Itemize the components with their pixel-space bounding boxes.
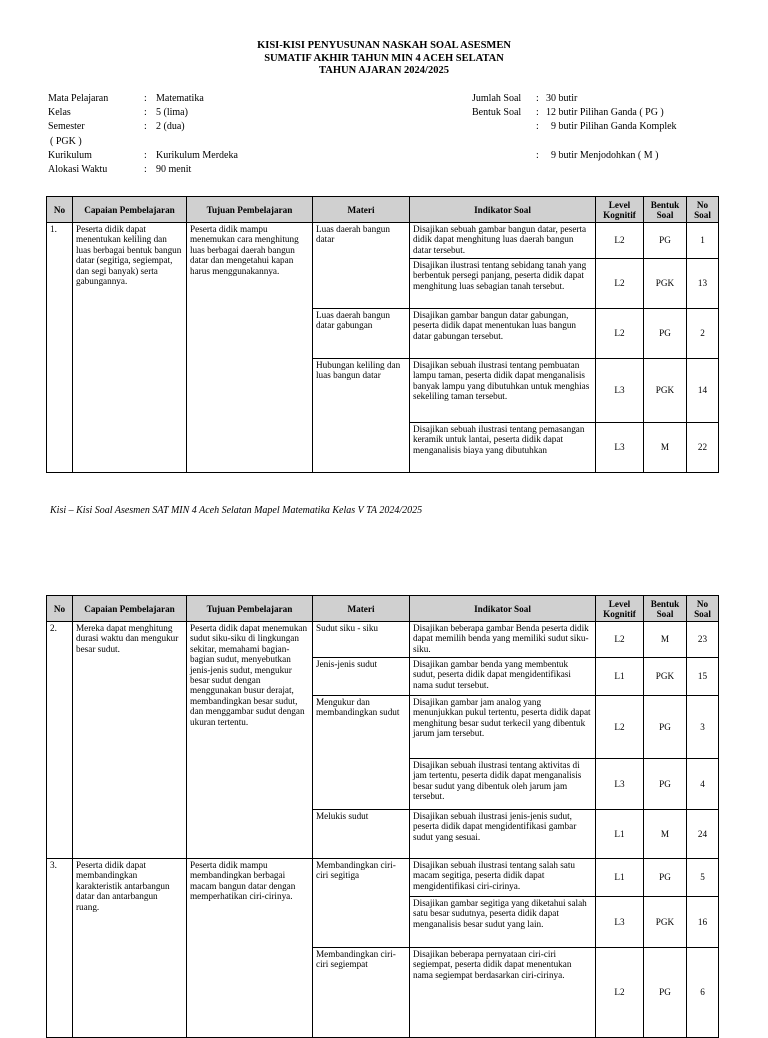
cell-indikator: Disajikan sebuah ilustrasi jenis-jenis sudut, peserta didik dapat mengidentifikasi gambar sudut yang sesuai. bbox=[410, 810, 596, 859]
meta-sep bbox=[536, 135, 546, 149]
cell-level: L1 bbox=[596, 859, 644, 897]
cell-bentuk: M bbox=[644, 810, 687, 859]
cell-indikator: Disajikan gambar segitiga yang diketahui salah satu besar sudutnya, peserta didik dapat menganalisis besar sudut yang lain. bbox=[410, 897, 596, 948]
cell-bentuk: PG bbox=[644, 309, 687, 359]
meta-label: Bentuk Soal bbox=[472, 107, 522, 119]
cell-no-soal: 22 bbox=[687, 423, 719, 473]
header-bentuk: Bentuk Soal bbox=[644, 596, 687, 622]
cell-level: L3 bbox=[596, 759, 644, 810]
meta-sep: : bbox=[536, 93, 539, 104]
cell-indikator: Disajikan ilustrasi tentang sebidang tanah yang berbentuk persegi panjang, peserta didik dapat menghitung luas sebagian tanah tersebut. bbox=[410, 259, 596, 309]
cell-materi: Jenis-jenis sudut bbox=[313, 658, 410, 696]
meta-row bbox=[472, 106, 732, 120]
header-bentuk: Bentuk Soal bbox=[644, 197, 687, 223]
cell-indikator: Disajikan sebuah ilustrasi tentang pemasangan keramik untuk lantai, peserta didik dapat menganalisis biaya yang dibutuhkan bbox=[410, 423, 596, 473]
meta-label: Alokasi Waktu bbox=[48, 164, 108, 176]
meta-sep: : bbox=[144, 149, 147, 161]
cell-level: L3 bbox=[596, 897, 644, 948]
cell-no-soal: 15 bbox=[687, 658, 719, 696]
cell-no-soal: 23 bbox=[687, 622, 719, 658]
cell-materi: Luas daerah bangun datar gabungan bbox=[313, 309, 410, 359]
cell-bentuk: PGK bbox=[644, 259, 687, 309]
cell-no-soal: 24 bbox=[687, 810, 719, 859]
meta-sep bbox=[146, 135, 158, 149]
cell-indikator: Disajikan sebuah ilustrasi tentang salah satu macam segitiga, peserta didik dapat mengidentifikasi ciri-cirinya. bbox=[410, 859, 596, 897]
header-indikator: Indikator Soal bbox=[410, 596, 596, 622]
cell-materi: Hubungan keliling dan luas bangun datar bbox=[313, 359, 410, 473]
cell-no-soal: 4 bbox=[687, 759, 719, 810]
meta-value: 9 butir Menjodohkan ( M ) bbox=[546, 149, 659, 161]
meta-row bbox=[48, 106, 378, 120]
cell-bentuk: PGK bbox=[644, 897, 687, 948]
meta-value: 2 (dua) bbox=[156, 121, 185, 133]
cell-bentuk: PGK bbox=[644, 658, 687, 696]
meta-label: ( PGK ) bbox=[50, 135, 82, 147]
meta-sep: : bbox=[144, 93, 147, 104]
header-indikator: Indikator Soal bbox=[410, 197, 596, 223]
cell-level: L3 bbox=[596, 359, 644, 423]
meta-label: Kelas bbox=[48, 107, 71, 119]
cell-no-soal: 16 bbox=[687, 897, 719, 948]
cell-materi: Membandingkan ciri-ciri segitiga bbox=[313, 859, 410, 948]
cell-no-soal: 1 bbox=[687, 223, 719, 259]
table-row bbox=[47, 859, 719, 897]
meta-sep: : bbox=[536, 121, 539, 133]
cell-materi: Membandingkan ciri-ciri segiempat bbox=[313, 948, 410, 1038]
header-no-soal: No Soal bbox=[687, 197, 719, 223]
cell-level: L2 bbox=[596, 948, 644, 1038]
cell-indikator: Disajikan beberapa pernyataan ciri-ciri segiempat, peserta didik dapat menentukan nama segiempat berdasarkan ciri-cirinya. bbox=[410, 948, 596, 1038]
meta-value: 12 butir Pilihan Ganda ( PG ) bbox=[546, 107, 664, 119]
meta-sep: : bbox=[144, 121, 147, 133]
meta-label: Mata Pelajaran bbox=[48, 93, 109, 104]
cell-bentuk: PG bbox=[644, 696, 687, 759]
meta-sep: : bbox=[144, 164, 147, 176]
meta-row bbox=[472, 149, 732, 163]
cell-materi: Sudut siku - siku bbox=[313, 622, 410, 658]
header-capaian: Capaian Pembelajaran bbox=[73, 197, 187, 223]
header-no-soal: No Soal bbox=[687, 596, 719, 622]
cell-no-soal: 2 bbox=[687, 309, 719, 359]
meta-row bbox=[472, 135, 732, 149]
cell-indikator: Disajikan gambar jam analog yang menunjukkan pukul tertentu, peserta didik dapat menghitung besar sudut terkecil yang dibentuk jarum jam tersebut. bbox=[410, 696, 596, 759]
cell-bentuk: M bbox=[644, 423, 687, 473]
meta-value: Matematika bbox=[156, 93, 204, 104]
cell-materi: Luas daerah bangun datar bbox=[313, 223, 410, 309]
cell-tujuan: Peserta didik mampu membandingkan berbagai macam bangun datar dengan memperhatikan ciri-cirinya. bbox=[187, 859, 313, 1038]
meta-row bbox=[472, 120, 732, 134]
meta-row bbox=[48, 92, 378, 106]
document-title bbox=[0, 40, 768, 78]
meta-value: Kurikulum Merdeka bbox=[156, 149, 238, 161]
cell-no: 1. bbox=[47, 223, 73, 473]
meta-sep: : bbox=[536, 107, 539, 119]
cell-bentuk: PG bbox=[644, 759, 687, 810]
title-line-1: KISI-KISI PENYUSUNAN NASKAH SOAL ASESMEN bbox=[257, 40, 511, 51]
meta-label: Semester bbox=[48, 121, 85, 133]
cell-level: L3 bbox=[596, 423, 644, 473]
cell-indikator: Disajikan sebuah gambar bangun datar, peserta didik dapat menghitung luas daerah bangun datar tersebut. bbox=[410, 223, 596, 259]
meta-value bbox=[546, 135, 732, 149]
cell-capaian: Peserta didik dapat menentukan keliling dan luas berbagai bentuk bangun datar (segitiga, segiempat, dan segi banyak) serta gabungannya. bbox=[73, 223, 187, 473]
cell-level: L2 bbox=[596, 223, 644, 259]
cell-materi: Melukis sudut bbox=[313, 810, 410, 859]
meta-value: 30 butir bbox=[546, 93, 578, 104]
meta-value bbox=[158, 135, 378, 149]
cell-capaian: Mereka dapat menghitung durasi waktu dan mengukur besar sudut. bbox=[73, 622, 187, 859]
cell-level: L2 bbox=[596, 309, 644, 359]
cell-no-soal: 5 bbox=[687, 859, 719, 897]
cell-indikator: Disajikan sebuah ilustrasi tentang pembuatan lampu taman, peserta didik dapat menganalisis banyak lampu yang dibutuhkan untuk menghias sekeliling taman tersebut. bbox=[410, 359, 596, 423]
page-footer: Kisi – Kisi Soal Asesmen SAT MIN 4 Aceh Selatan Mapel Matematika Kelas V TA 2024/2025 bbox=[50, 505, 423, 516]
cell-indikator: Disajikan sebuah ilustrasi tentang aktivitas di jam tertentu, peserta didik dapat menganalisis besar sudut yang dibentuk oleh jarum jam tersebut. bbox=[410, 759, 596, 810]
cell-level: L2 bbox=[596, 259, 644, 309]
cell-materi: Mengukur dan membandingkan sudut bbox=[313, 696, 410, 810]
cell-no: 3. bbox=[47, 859, 73, 1038]
meta-value: 5 (lima) bbox=[156, 107, 188, 119]
meta-value: 90 menit bbox=[156, 164, 192, 176]
meta-label bbox=[472, 135, 536, 149]
cell-no-soal: 6 bbox=[687, 948, 719, 1038]
meta-label: Kurikulum bbox=[48, 149, 92, 161]
cell-no-soal: 13 bbox=[687, 259, 719, 309]
cell-tujuan: Peserta didik dapat menemukan sudut siku-siku di lingkungan sekitar, memahami bagian-bagian sudut, menyebutkan jenis-jenis sudut, mengukur besar sudut dengan menggunakan busur derajat, membandingkan besar sudut, dan menggambar sudut dengan ukuran tertentu. bbox=[187, 622, 313, 859]
kisi-table-1 bbox=[46, 196, 719, 473]
header-level: Level Kognitif bbox=[596, 596, 644, 622]
cell-level: L1 bbox=[596, 658, 644, 696]
cell-bentuk: PG bbox=[644, 223, 687, 259]
table-row bbox=[47, 223, 719, 259]
cell-level: L2 bbox=[596, 622, 644, 658]
meta-label: Jumlah Soal bbox=[472, 93, 522, 104]
meta-label bbox=[472, 120, 536, 134]
header-tujuan: Tujuan Pembelajaran bbox=[187, 596, 313, 622]
header-tujuan: Tujuan Pembelajaran bbox=[187, 197, 313, 223]
kisi-table-2 bbox=[46, 595, 719, 1038]
cell-indikator: Disajikan beberapa gambar Benda peserta didik dapat memilih benda yang memiliki sudut siku-siku. bbox=[410, 622, 596, 658]
table-header-row bbox=[47, 197, 719, 223]
meta-value: 9 butir Pilihan Ganda Komplek bbox=[546, 121, 677, 133]
meta-sep: : bbox=[536, 149, 539, 161]
meta-row bbox=[48, 149, 378, 163]
meta-row bbox=[48, 163, 378, 177]
header-no: No bbox=[47, 596, 73, 622]
cell-no-soal: 3 bbox=[687, 696, 719, 759]
table-header-row bbox=[47, 596, 719, 622]
header-level: Level Kognitif bbox=[596, 197, 644, 223]
cell-bentuk: M bbox=[644, 622, 687, 658]
header-no: No bbox=[47, 197, 73, 223]
header-capaian: Capaian Pembelajaran bbox=[73, 596, 187, 622]
meta-right bbox=[472, 92, 732, 163]
header-materi: Materi bbox=[313, 197, 410, 223]
cell-no-soal: 14 bbox=[687, 359, 719, 423]
meta-row bbox=[48, 135, 378, 149]
cell-indikator: Disajikan gambar bangun datar gabungan, peserta didik dapat menentukan luas bangun datar gabungan tersebut. bbox=[410, 309, 596, 359]
cell-no: 2. bbox=[47, 622, 73, 859]
table-row bbox=[47, 622, 719, 658]
title-line-2: SUMATIF AKHIR TAHUN MIN 4 ACEH SELATAN bbox=[264, 52, 504, 64]
meta-row bbox=[48, 120, 378, 134]
meta-sep: : bbox=[144, 107, 147, 119]
cell-bentuk: PG bbox=[644, 859, 687, 897]
header-materi: Materi bbox=[313, 596, 410, 622]
cell-bentuk: PGK bbox=[644, 359, 687, 423]
meta-label bbox=[472, 149, 536, 163]
cell-capaian: Peserta didik dapat membandingkan karakteristik antarbangun datar dan antarbangun ruang. bbox=[73, 859, 187, 1038]
cell-indikator: Disajikan gambar benda yang membentuk sudut, peserta didik dapat mengidentifikasi nama sudut tersebut. bbox=[410, 658, 596, 696]
cell-level: L2 bbox=[596, 696, 644, 759]
cell-bentuk: PG bbox=[644, 948, 687, 1038]
title-line-3: TAHUN AJARAN 2024/2025 bbox=[319, 65, 449, 76]
cell-level: L1 bbox=[596, 810, 644, 859]
meta-left bbox=[48, 92, 378, 177]
meta-row bbox=[472, 92, 732, 106]
cell-tujuan: Peserta didik mampu menemukan cara menghitung luas berbagai daerah bangun datar dan mengetahui kapan harus menggunakannya. bbox=[187, 223, 313, 473]
